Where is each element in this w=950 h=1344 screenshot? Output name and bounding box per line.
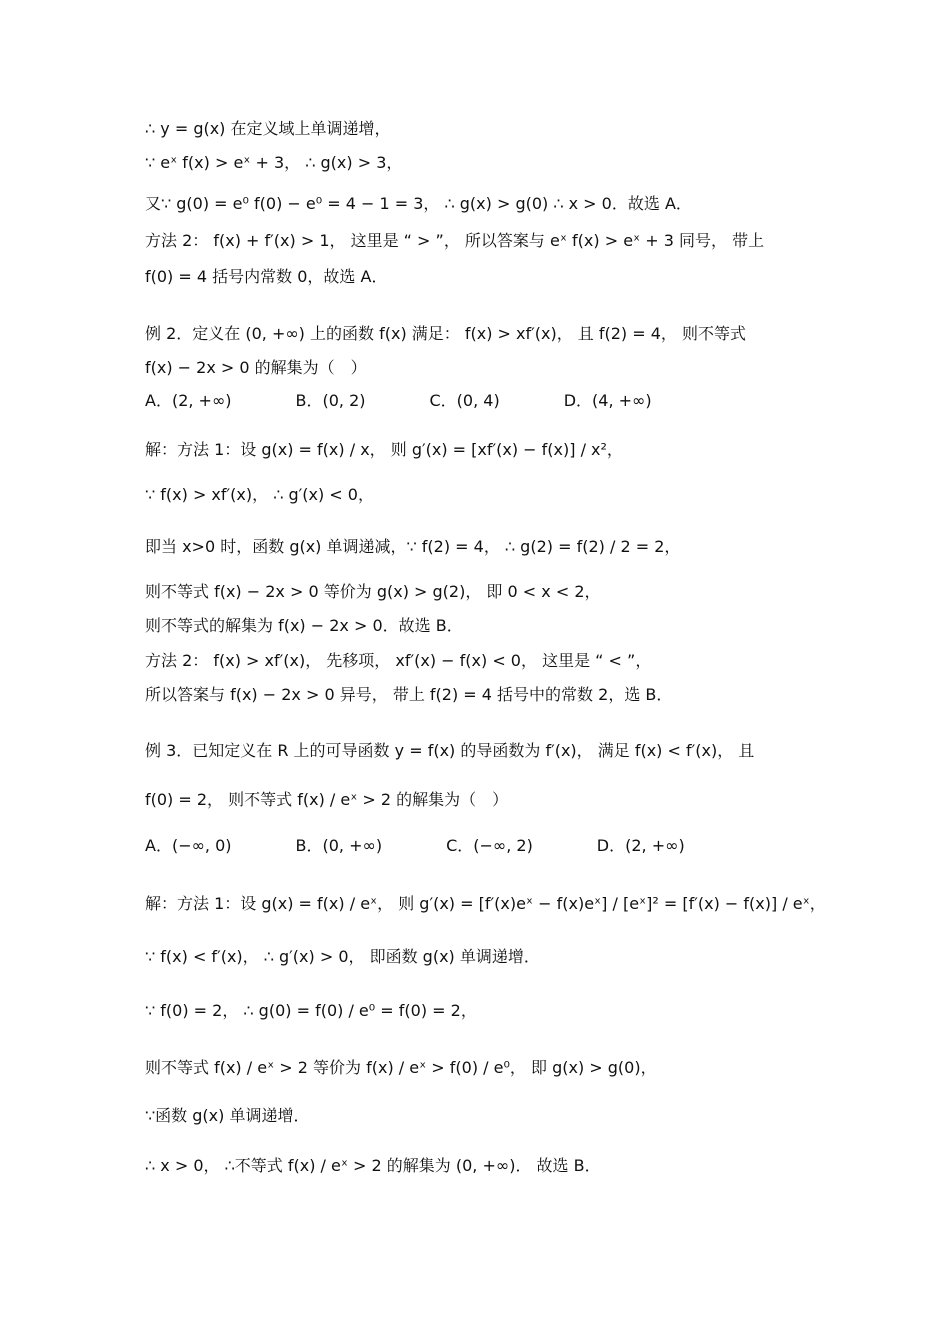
text-line: 例 3．已知定义在 R 上的可导函数 y = f(x) 的导函数为 f′(x)， 满足 f(x) < f′(x)， 且 (145, 741, 755, 760)
text-line: A．(−∞, 0) B．(0, +∞) C．(−∞, 2) D．(2, +∞) (145, 836, 685, 855)
text-line: 例 2．定义在 (0, +∞) 上的函数 f(x) 满足： f(x) > xf′(x)， 且 f(2) = 4， 则不等式 (145, 324, 747, 343)
text-line: ∴ x > 0， ∴不等式 f(x) / eˣ > 2 的解集为 (0, +∞)． 故选 B． (145, 1156, 601, 1175)
text-line: 方法 2： f(x) > xf′(x)， 先移项， xf′(x) − f(x) < 0， 这里是 “ < ”， (145, 651, 652, 670)
text-line: 方法 2： f(x) + f′(x) > 1， 这里是 “ > ”， 所以答案与 eˣ f(x) > eˣ + 3 同号， 带上 (145, 231, 765, 250)
text-line: 所以答案与 f(x) − 2x > 0 异号， 带上 f(2) = 4 括号中的常数 2，选 B． (145, 685, 673, 704)
text-line: ∵ eˣ f(x) > eˣ + 3， ∴ g(x) > 3， (145, 153, 403, 172)
text-line: f(0) = 2， 则不等式 f(x) / eˣ > 2 的解集为（ ） (145, 790, 509, 809)
text-line: ∵函数 g(x) 单调递增． (145, 1106, 310, 1125)
text-line: 又∵ g(0) = e⁰ f(0) − e⁰ = 4 − 1 = 3， ∴ g(x) > g(0) ∴ x > 0．故选 A． (145, 194, 692, 213)
text-line: 解：方法 1：设 g(x) = f(x) / x， 则 g′(x) = [xf′(x) − f(x)] / x²， (145, 440, 623, 459)
text-line: A．(2, +∞) B．(0, 2) C．(0, 4) D．(4, +∞) (145, 391, 652, 410)
text-line: 则不等式的解集为 f(x) − 2x > 0．故选 B． (145, 616, 463, 635)
text-line: ∵ f(0) = 2， ∴ g(0) = f(0) / e⁰ = f(0) = 2， (145, 1001, 477, 1020)
text-line: f(x) − 2x > 0 的解集为（ ） (145, 358, 367, 377)
text-line: f(0) = 4 括号内常数 0，故选 A． (145, 267, 388, 286)
text-line: ∵ f(x) < f′(x)， ∴ g′(x) > 0， 即函数 g(x) 单调递增． (145, 947, 540, 966)
text-line: 则不等式 f(x) − 2x > 0 等价为 g(x) > g(2)， 即 0 < x < 2， (145, 582, 601, 601)
text-line: ∴ y = g(x) 在定义域上单调递增， (145, 119, 391, 138)
text-line: 则不等式 f(x) / eˣ > 2 等价为 f(x) / eˣ > f(0) / e⁰， 即 g(x) > g(0)， (145, 1058, 657, 1077)
text-line: 解：方法 1：设 g(x) = f(x) / eˣ， 则 g′(x) = [f′(x)eˣ − f(x)eˣ] / [eˣ]² = [f′(x) − f(x)] / eˣ， (145, 894, 826, 913)
text-line: ∵ f(x) > xf′(x)， ∴ g′(x) < 0， (145, 485, 374, 504)
text-line: 即当 x>0 时，函数 g(x) 单调递减，∵ f(2) = 4， ∴ g(2) = f(2) / 2 = 2， (145, 537, 681, 556)
